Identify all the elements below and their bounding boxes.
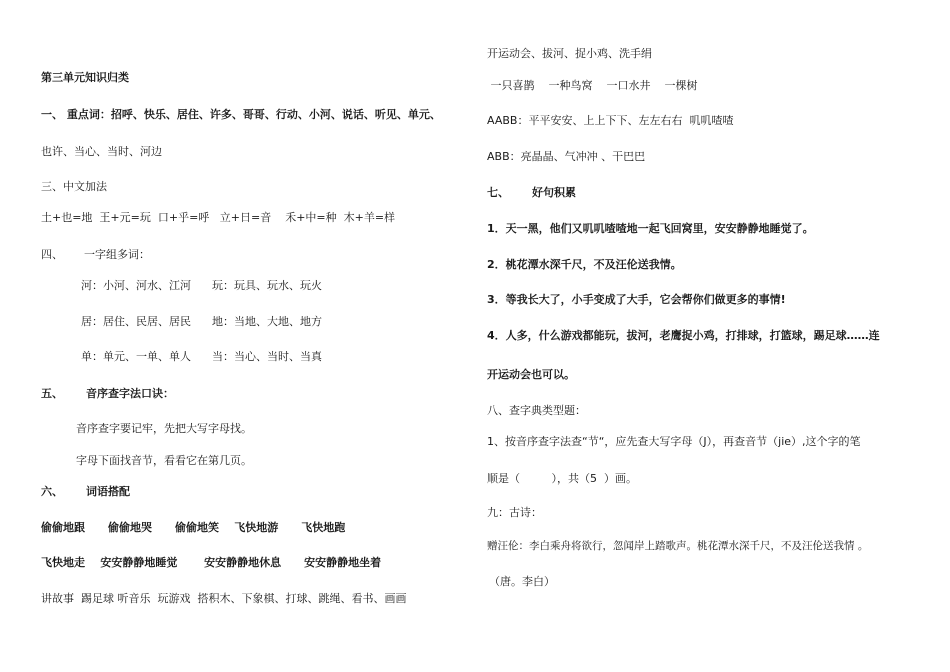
section-8-heading: 八、查字典类型题：	[487, 404, 586, 417]
section-6-row-3: 讲故事 踢足球 听音乐 玩游戏 搭积木、下象棋、打球、跳绳、看书、画画	[41, 592, 407, 605]
aabb-line: AABB：平平安安、上上下下、左左右右 叽叽喳喳	[487, 114, 734, 127]
sentence-1: 1．天一黑，他们又叽叽喳喳地一起飞回窝里，安安静静地睡觉了。	[487, 222, 814, 235]
section-4-row-2: 居：居住、民居、居民 地：当地、大地、地方	[81, 315, 322, 328]
poem-text: 赠汪伦：李白乘舟将欲行，忽闻岸上踏歌声。桃花潭水深千尺，不及汪伦送我情 。	[487, 540, 869, 552]
section-6-row-1: 偷偷地跟 偷偷地哭 偷偷地笑 飞快地游 飞快地跑	[41, 521, 346, 534]
section-3-heading: 三、中文加法	[41, 180, 107, 193]
right-line-1: 开运动会、拔河、捉小鸡、洗手绢	[487, 47, 652, 60]
section-8-question-line-2: 顺是（ ），共（5 ）画。	[487, 472, 637, 485]
sentence-4-line-1: 4．人多，什么游戏都能玩，拔河，老鹰捉小鸡，打排球，打篮球，踢足球……连	[487, 329, 880, 342]
abb-line: ABB：亮晶晶、气冲冲 、干巴巴	[487, 150, 646, 163]
right-line-2: 一只喜鹊 一种鸟窝 一口水井 一棵树	[487, 79, 698, 92]
sentence-3: 3．等我长大了，小手变成了大手，它会帮你们做更多的事情!	[487, 293, 786, 306]
section-5-line-2: 字母下面找音节，看看它在第几页。	[76, 454, 252, 467]
sentence-2: 2．桃花潭水深千尺，不及汪伦送我情。	[487, 258, 682, 271]
poem-author: （唐。李白）	[489, 575, 555, 588]
section-5-heading: 五、 音序查字法口诀：	[41, 387, 174, 400]
section-4-heading: 四、 一字组多词：	[41, 248, 150, 261]
document-title: 第三单元知识归类	[41, 71, 129, 84]
sentence-4-line-2: 开运动会也可以。	[487, 368, 575, 381]
section-3-content: 土+也=地 王+元=玩 口+乎=呼 立+日=音 禾+中=种 木+羊=样	[41, 211, 396, 224]
section-6-heading: 六、 词语搭配	[41, 485, 130, 498]
section-6-row-2: 飞快地走 安安静静地睡觉 安安静静地休息 安安静静地坐着	[41, 556, 382, 569]
section-7-heading: 七、 好句积累	[487, 186, 576, 199]
section-4-row-3: 单：单元、一单、单人 当：当心、当时、当真	[81, 350, 322, 363]
section-9-heading: 九：古诗：	[487, 506, 542, 519]
section-8-question-line-1: 1、按音序查字法查“节“，应先查大写字母（J），再查音节（jie）,这个字的笔	[487, 435, 861, 448]
section-4-row-1: 河：小河、河水、江河 玩：玩具、玩水、玩火	[81, 279, 322, 292]
section-1-line-2: 也许、当心、当时、河边	[41, 145, 162, 158]
section-1-line-1: 一、 重点词：招呼、快乐、居住、许多、哥哥、行动、小河、说话、听见、单元、	[41, 108, 441, 121]
section-5-line-1: 音序查字要记牢，先把大写字母找。	[76, 422, 252, 435]
